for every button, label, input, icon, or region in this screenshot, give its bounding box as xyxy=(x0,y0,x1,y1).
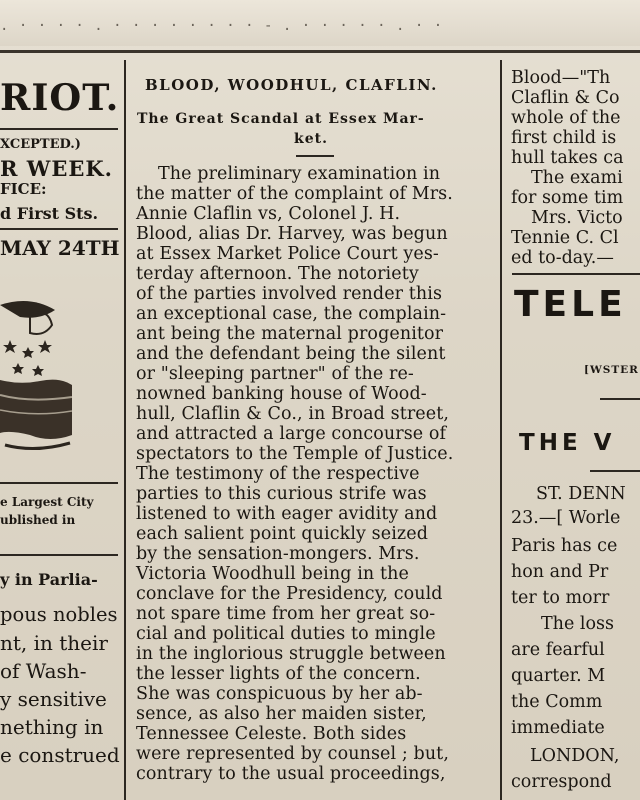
right-rule-1 xyxy=(512,273,640,275)
right-line: correspond xyxy=(511,772,612,792)
article-line: terday afternoon. The notoriety xyxy=(136,264,419,284)
left-rule-3 xyxy=(0,482,118,484)
right-line: hon and Pr xyxy=(511,562,609,582)
article-line: spectators to the Temple of Justice. xyxy=(136,444,454,464)
right-line: 23.—[ Worle xyxy=(511,508,621,528)
the-v-heading: THE V xyxy=(519,430,616,456)
article-line: The testimony of the respective xyxy=(136,464,420,484)
right-line: whole of the xyxy=(511,108,621,128)
article-line: in the inglorious struggle between xyxy=(136,644,446,664)
left-body-line: pous nobles xyxy=(0,603,118,626)
left-masthead: RIOT. xyxy=(0,76,120,119)
article-line: sence, as also her maiden sister, xyxy=(136,704,427,724)
right-line: immediate xyxy=(511,718,605,738)
left-body-line: nething in xyxy=(0,715,104,739)
left-fice: FICE: xyxy=(0,180,47,198)
article-line: of the parties involved render this xyxy=(136,284,443,304)
right-line: Paris has ce xyxy=(511,536,618,556)
left-per-week: R WEEK. xyxy=(0,156,113,181)
right-line: Claflin & Co xyxy=(511,88,620,108)
article-line: the matter of the complaint of Mrs. xyxy=(136,184,453,204)
right-line: Mrs. Victo xyxy=(531,208,623,228)
left-excepted: XCEPTED.) xyxy=(0,137,81,152)
right-line: ed to-day.— xyxy=(511,248,614,268)
article-line: the lesser lights of the concern. xyxy=(136,664,421,684)
article-line: Tennessee Celeste. Both sides xyxy=(136,724,407,744)
left-body-line: e construed xyxy=(0,743,120,767)
article-line: not spare time from her great so- xyxy=(136,604,436,624)
article-line: Blood, alias Dr. Harvey, was begun xyxy=(136,224,448,244)
article-line: ant being the maternal progenitor xyxy=(136,324,444,344)
article-line: parties to this curious strife was xyxy=(136,484,427,504)
right-line: ST. DENN xyxy=(536,484,626,504)
article-line: Victoria Woodhull being in the xyxy=(136,564,409,584)
header-dots: . · · · · . · · · · · · · · - . · · · · · . · · xyxy=(0,18,444,34)
right-line: first child is xyxy=(511,128,617,148)
article-headline: BLOOD, WOODHUL, CLAFLIN. xyxy=(145,76,438,94)
left-rule-1 xyxy=(0,128,118,130)
right-line: for some tim xyxy=(511,188,624,208)
article-line: were represented by counsel ; but, xyxy=(136,744,449,764)
article-line: listened to with eager avidity and xyxy=(136,504,438,524)
column-rule-right xyxy=(500,60,502,800)
right-line: The exami xyxy=(531,168,623,188)
article-line: hull, Claflin & Co., in Broad street, xyxy=(136,404,450,424)
article-line: and attracted a large concourse of xyxy=(136,424,447,444)
right-line: Tennie C. Cl xyxy=(511,228,619,248)
article-line: or "sleeping partner" of the re- xyxy=(136,364,414,384)
article-line: conclave for the Presidency, could xyxy=(136,584,443,604)
telegraph-heading: TELE xyxy=(514,284,627,325)
left-rule-4 xyxy=(0,554,118,556)
right-line: The loss xyxy=(541,614,614,634)
article-subheadline: The Great Scandal at Essex Mar- xyxy=(137,111,425,127)
left-date: MAY 24TH xyxy=(0,236,120,260)
right-rule-3 xyxy=(590,470,640,472)
left-body-line: nt, in their xyxy=(0,631,108,655)
article-line: and the defendant being the silent xyxy=(136,344,446,364)
article-line: contrary to the usual proceedings, xyxy=(136,764,446,784)
right-rule-2 xyxy=(600,398,640,400)
top-margin-strip xyxy=(0,0,640,46)
right-line: the Comm xyxy=(511,692,603,712)
left-body-line: of Wash- xyxy=(0,659,87,683)
right-line: quarter. M xyxy=(511,666,606,686)
article-line: at Essex Market Police Court yes- xyxy=(136,244,439,264)
article-line: by the sensation-mongers. Mrs. xyxy=(136,544,420,564)
left-first-sts: d First Sts. xyxy=(0,204,99,223)
article-dash-rule xyxy=(296,155,334,157)
western-dateline: [WSTER xyxy=(584,364,639,376)
left-published: ublished in xyxy=(0,513,76,527)
left-rule-2 xyxy=(0,228,118,230)
article-line: cial and political duties to mingle xyxy=(136,624,436,644)
column-rule-left xyxy=(124,60,126,800)
article-line: The preliminary examination in xyxy=(158,164,441,184)
article-line: an exceptional case, the complain- xyxy=(136,304,447,324)
article-line: Annie Claflin vs, Colonel J. H. xyxy=(136,204,401,224)
left-body-line: y sensitive xyxy=(0,687,107,711)
left-largest-city: e Largest City xyxy=(0,495,94,509)
article-subheadline-cont: ket. xyxy=(294,131,328,147)
article-line: each salient point quickly seized xyxy=(136,524,428,544)
article-line: She was conspicuous by her ab- xyxy=(136,684,423,704)
right-line: LONDON, xyxy=(530,746,620,766)
article-line: nowned banking house of Wood- xyxy=(136,384,427,404)
right-line: are fearful xyxy=(511,640,605,660)
right-line: ter to morr xyxy=(511,588,610,608)
eagle-emblem-illustration xyxy=(0,285,72,455)
top-border-rule xyxy=(0,50,640,53)
right-line: Blood—"Th xyxy=(511,68,611,88)
left-parlia: y in Parlia- xyxy=(0,570,98,589)
right-line: hull takes ca xyxy=(511,148,624,168)
